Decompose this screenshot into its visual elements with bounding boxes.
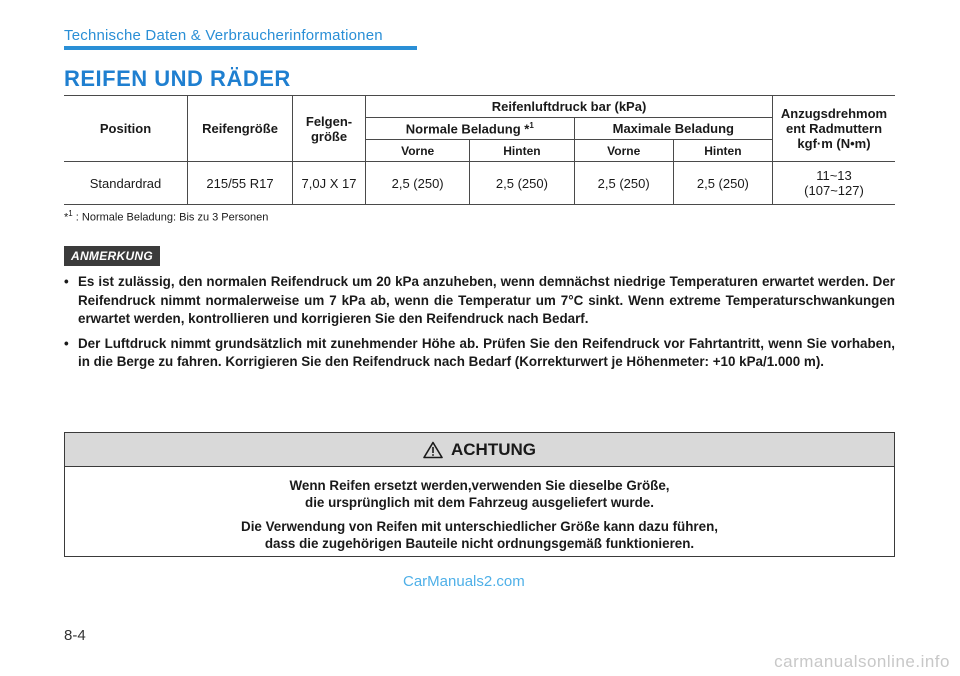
caution-p2-line1: Die Verwendung von Reifen mit unterschiedlicher Größe kann dazu führen, (241, 519, 718, 534)
header-tire-pressure: Reifenluftdruck bar (kPa) (366, 96, 773, 118)
section-rule (64, 46, 417, 50)
header-torque (773, 96, 896, 162)
note-item-text: Der Luftdruck nimmt grundsätzlich mit zunehmender Höhe ab. Prüfen Sie den Reifendruck vor Fahrtantritt, wenn Sie vorhaben, in die Berge zu fahren. Korrigieren Sie den Reifendruck nach Bedarf (Korrekturwert je Höhenmeter: +10 kPa/1.000 m). (78, 335, 895, 369)
bottom-watermark: carmanualsonline.info (774, 652, 950, 671)
footnote-text: : Normale Beladung: Bis zu 3 Personen (72, 211, 269, 224)
cell-torque (773, 162, 896, 205)
header-normal-load-sup: 1 (529, 120, 534, 130)
cell-rim-size: 7,0J X 17 (293, 162, 366, 205)
cell-normal-rear: 2,5 (250) (470, 162, 574, 205)
header-normal-front: Vorne (366, 140, 470, 162)
bullet: • (64, 335, 69, 351)
cell-position: Standardrad (64, 162, 188, 205)
header-max-front: Vorne (574, 140, 673, 162)
table-footnote (64, 209, 268, 224)
list-item (64, 273, 895, 329)
header-normal-load-label: Normale Beladung * (405, 121, 530, 137)
cell-max-rear: 2,5 (250) (673, 162, 772, 205)
warning-triangle-icon (423, 441, 443, 459)
section-header: Technische Daten & Verbraucherinformationen (64, 27, 383, 44)
page-title: REIFEN UND RÄDER (64, 66, 291, 91)
caution-body (65, 467, 894, 552)
header-torque-line3: kgf·m (N•m) (797, 136, 871, 151)
watermark: CarManuals2.com (403, 573, 525, 590)
caution-p2-line2: dass die zugehörigen Bauteile nicht ordnungsgemäß funktionieren. (264, 536, 695, 551)
caution-header (65, 433, 894, 467)
header-normal-load (366, 118, 575, 140)
header-max-load: Maximale Beladung (574, 118, 772, 140)
caution-title: ACHTUNG (451, 439, 536, 459)
cell-torque-kgfm: 11~13 (816, 168, 852, 183)
caution-p1-line2: die ursprünglich mit dem Fahrzeug ausgeliefert wurde. (305, 495, 654, 510)
header-rim-size-line2: größe (310, 128, 348, 144)
caution-box (64, 432, 895, 557)
header-position: Position (64, 96, 188, 162)
table-row (64, 162, 895, 205)
header-rim-size (293, 96, 366, 162)
header-torque-line1: Anzugsdrehmom (780, 106, 888, 121)
list-item (64, 335, 895, 372)
note-list (64, 273, 895, 378)
caution-paragraph-1 (65, 477, 894, 511)
header-tire-size: Reifengröße (188, 96, 293, 162)
cell-normal-front: 2,5 (250) (366, 162, 470, 205)
page-number: 8-4 (64, 627, 86, 644)
footnote-sup: 1 (68, 209, 73, 218)
cell-torque-nm: (107~127) (804, 183, 864, 198)
note-item-text: Es ist zulässig, den normalen Reifendruck um 20 kPa anzuheben, wenn demnächst niedrige Temperaturen erwartet werden. Der Reifendruck nimmt normalerweise um 7 kPa ab, wenn die Temperatur um 7°C sinkt. Wenn extreme Temperaturschwankungen erwartet werden, kontrollieren und korrigieren Sie den Reifendruck nach Bedarf. (78, 274, 895, 326)
tire-spec-table (64, 95, 895, 205)
header-max-rear: Hinten (673, 140, 772, 162)
note-badge: ANMERKUNG (64, 246, 160, 266)
caution-paragraph-2 (65, 518, 894, 552)
cell-tire-size: 215/55 R17 (188, 162, 293, 205)
caution-p1-line1: Wenn Reifen ersetzt werden,verwenden Sie dieselbe Größe, (289, 478, 670, 493)
header-torque-line2: ent Radmuttern (785, 121, 883, 136)
header-normal-rear: Hinten (470, 140, 574, 162)
bullet: • (64, 274, 69, 289)
cell-max-front: 2,5 (250) (574, 162, 673, 205)
footnote-marker: * (64, 211, 69, 224)
header-rim-size-line1: Felgen- (305, 113, 353, 129)
